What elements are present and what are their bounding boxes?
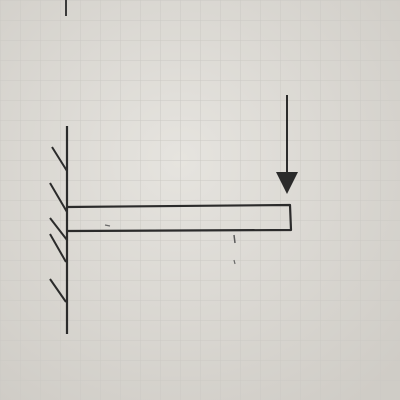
pencil-speck <box>234 235 235 243</box>
